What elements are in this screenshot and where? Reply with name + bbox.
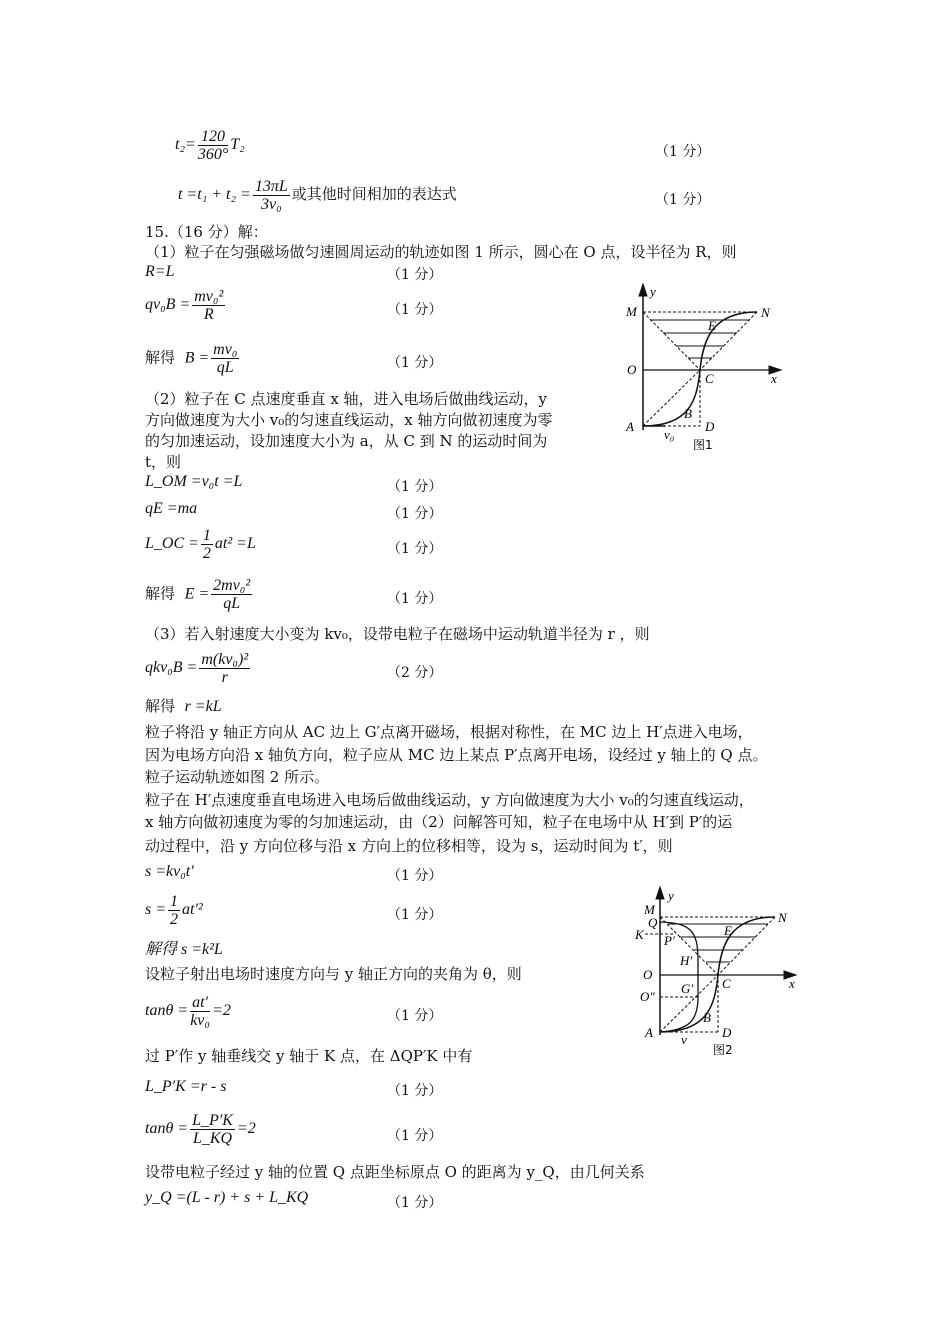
- t: qv₀B =: [145, 296, 191, 314]
- den: 2: [170, 911, 179, 928]
- label-q: Q: [648, 915, 658, 930]
- text: 因为电场方向沿 x 轴负方向，粒子应从 MC 边上某点 P′点离开电场，设经过 y 轴上的 Q 点。: [145, 746, 768, 764]
- den: L_KQ: [192, 1130, 233, 1147]
- text: t，则: [145, 453, 182, 471]
- label-e: E: [708, 318, 716, 333]
- den: qL: [223, 595, 241, 612]
- label-a: A: [626, 419, 634, 434]
- den: 3v₀: [260, 196, 282, 213]
- label-y: y: [668, 888, 674, 903]
- score: （1 分）: [387, 267, 443, 283]
- label-k: K: [635, 927, 644, 942]
- den: 360°: [197, 146, 229, 163]
- score: （1 分）: [387, 479, 443, 495]
- num: mv₀: [213, 341, 238, 358]
- label-m: M: [644, 902, 655, 917]
- question-heading: 15.（16 分）解：: [145, 223, 268, 241]
- den: 2: [202, 545, 211, 562]
- text: （1）粒子在匀强磁场做匀速圆周运动的轨迹如图 1 所示，圆心在 O 点，设半径为 R，则: [145, 243, 737, 261]
- t: E =: [184, 585, 210, 603]
- score: （1 分）: [387, 1008, 443, 1024]
- label-b: B: [684, 406, 692, 421]
- score: （1 分）: [655, 192, 711, 208]
- text: 过 P′作 y 轴垂线交 y 轴于 K 点，在 ΔQP′K 中有: [145, 1047, 473, 1065]
- num: 1: [170, 893, 179, 910]
- num: 120: [198, 128, 228, 146]
- score: （2 分）: [387, 665, 443, 681]
- num: m(kv₀)²: [201, 651, 249, 668]
- eq: L_OM =v₀t =L: [145, 473, 243, 490]
- label-d: D: [705, 419, 715, 434]
- label-x: x: [789, 976, 795, 991]
- text: 粒子将沿 y 轴正方向从 AC 边上 G′点离开磁场，根据对称性，在 MC 边上 H′点进入电场，: [145, 723, 753, 741]
- label-c: C: [722, 976, 731, 991]
- score: （1 分）: [387, 302, 443, 318]
- label-g-prime: G′: [681, 981, 694, 996]
- text: 方向做速度为大小 v₀的匀速直线运动，x 轴方向做初速度为零: [145, 411, 553, 429]
- label-c: C: [705, 371, 714, 386]
- den: R: [203, 306, 214, 323]
- eq: s =kv₀t′: [145, 863, 194, 880]
- eq: R=L: [145, 263, 175, 280]
- eq: L_P′K =r - s: [145, 1078, 227, 1095]
- score: （1 分）: [387, 907, 443, 923]
- figure-caption: 图1: [693, 438, 713, 452]
- num: L_P′K: [192, 1112, 233, 1129]
- t: =2: [236, 1120, 256, 1138]
- t: 解得: [145, 348, 176, 367]
- score: （1 分）: [655, 144, 711, 160]
- score: （1 分）: [387, 868, 443, 884]
- t: 解得: [145, 697, 176, 715]
- label-m: M: [626, 304, 637, 319]
- score: （1 分）: [387, 541, 443, 557]
- label-o: O: [627, 362, 637, 377]
- score: （1 分）: [387, 506, 443, 522]
- num: 1: [202, 527, 211, 544]
- t: at² =L: [214, 535, 256, 553]
- score: （1 分）: [387, 1083, 443, 1099]
- t: t₂=: [175, 136, 196, 154]
- figure-caption: 图2: [713, 1043, 733, 1057]
- t: =2: [212, 1002, 231, 1020]
- label-n: N: [778, 910, 787, 925]
- t: 或其他时间相加的表达式: [291, 185, 457, 204]
- label-x: x: [771, 371, 777, 386]
- text: 粒子运动轨迹如图 2 所示。: [145, 768, 330, 786]
- text: 设带电粒子经过 y 轴的位置 Q 点距坐标原点 O 的距离为 y_Q，由几何关系: [145, 1163, 645, 1181]
- eq: y_Q =(L - r) + s + L_KQ: [145, 1189, 309, 1206]
- t: L_OC =: [145, 535, 199, 553]
- num: 2mv₀²: [213, 577, 251, 594]
- t: s =: [145, 901, 167, 919]
- text: 动过程中，沿 y 方向位移与沿 x 方向上的位移相等，设为 s，运动时间为 t′，则: [145, 837, 673, 855]
- t: 解得: [145, 584, 176, 603]
- text: 粒子在 H′点速度垂直电场进入电场后做曲线运动，y 方向做速度为大小 v₀的匀速直线运动，: [145, 791, 754, 809]
- text: （2）粒子在 C 点速度垂直 x 轴，进入电场后做曲线运动，y: [145, 390, 548, 408]
- score: （1 分）: [387, 1128, 443, 1144]
- t: r =kL: [184, 698, 222, 715]
- text: 的匀加速运动，设加速度大小为 a，从 C 到 N 的运动时间为: [145, 432, 548, 450]
- t: T₂: [230, 136, 245, 154]
- num: at′: [192, 994, 209, 1011]
- text: （3）若入射速度大小变为 kv₀，设带电粒子在磁场中运动轨道半径为 r ，则: [145, 625, 650, 643]
- num: 13πL: [254, 178, 288, 195]
- label-b: B: [703, 1010, 711, 1025]
- label-a: A: [645, 1025, 653, 1040]
- den: qL: [216, 359, 234, 376]
- label-o: O: [643, 967, 653, 982]
- t: tanθ =: [145, 1120, 189, 1138]
- label-h-prime: H′: [680, 953, 693, 968]
- den: kv₀: [190, 1012, 210, 1029]
- label-y: y: [650, 284, 656, 299]
- text: 设粒子射出电场时速度方向与 y 轴正方向的夹角为 θ，则: [145, 965, 522, 983]
- num: mv₀²: [194, 288, 224, 305]
- eq: qE =ma: [145, 500, 198, 517]
- t: qkv₀B =: [145, 659, 198, 677]
- label-v: v: [681, 1032, 687, 1047]
- t: at′²: [182, 901, 203, 919]
- score: （1 分）: [387, 1195, 443, 1211]
- label-n: N: [761, 305, 770, 320]
- t: tanθ =: [145, 1002, 189, 1020]
- score: （1 分）: [387, 355, 443, 371]
- t: t =t₁ + t₂ =: [178, 186, 251, 204]
- score: （1 分）: [387, 591, 443, 607]
- den: r: [221, 669, 228, 686]
- label-v0: v₀: [664, 427, 675, 442]
- label-p-prime: P′: [664, 933, 675, 948]
- t: B =: [184, 349, 210, 367]
- label-e: E: [724, 923, 732, 938]
- text: x 轴方向做初速度为零的匀加速运动，由（2）问解答可知，粒子在电场中从 H′到 P′的运: [145, 813, 733, 831]
- eq: 解得 s =k²L: [145, 941, 223, 958]
- label-d: D: [722, 1025, 732, 1040]
- label-o-double-prime: O″: [640, 989, 655, 1004]
